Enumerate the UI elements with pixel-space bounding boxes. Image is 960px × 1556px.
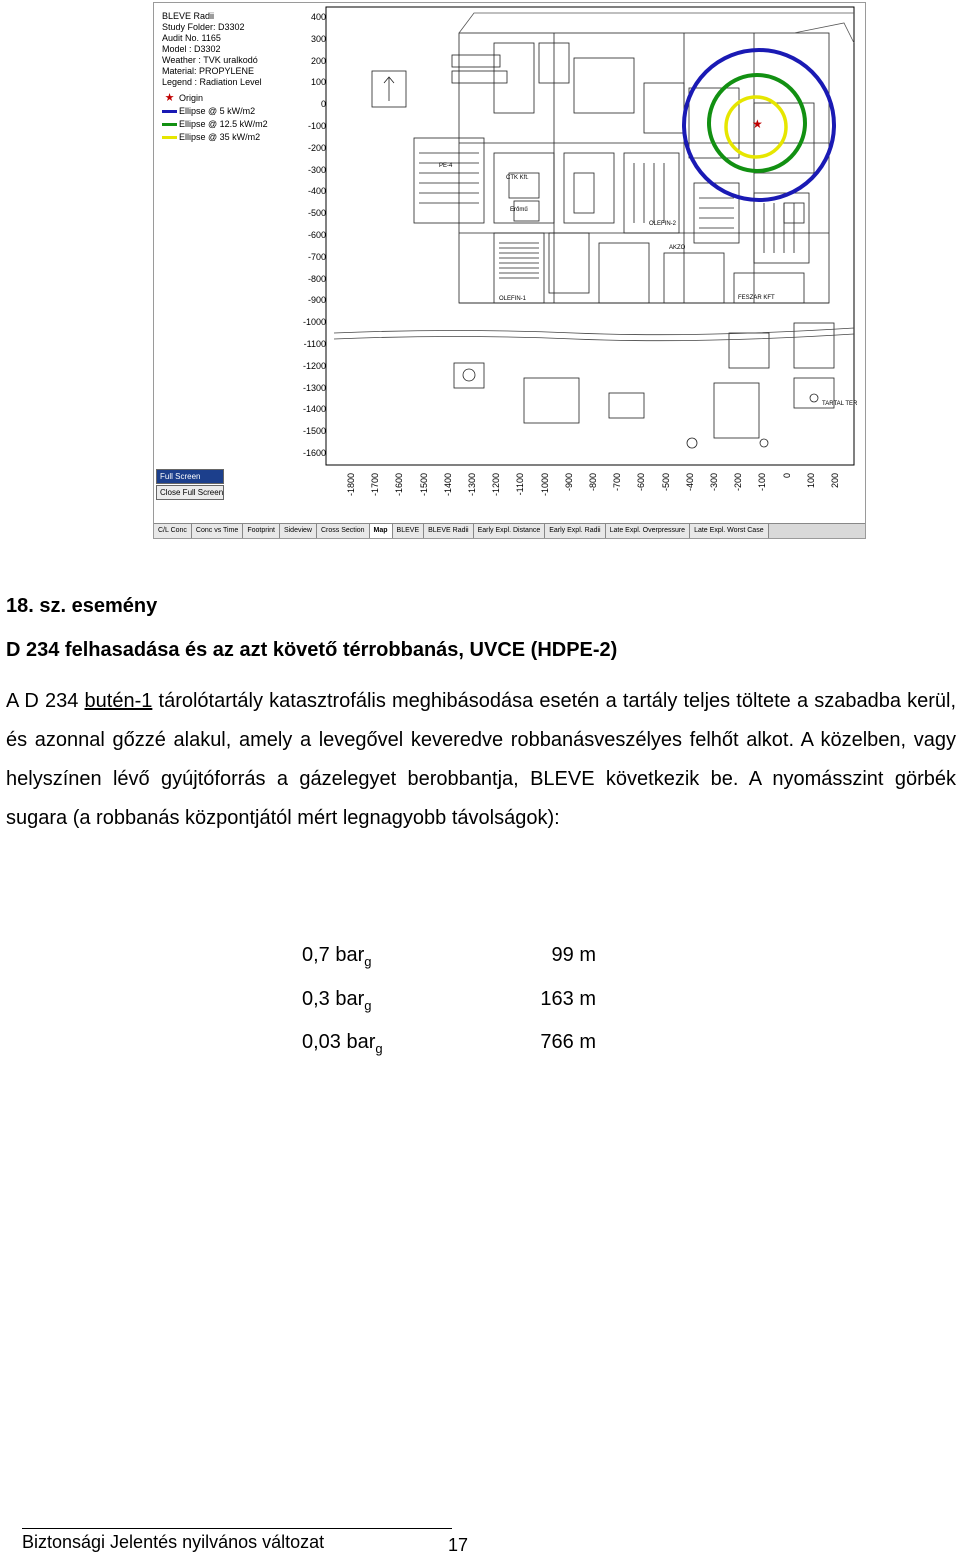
map-label: OLEFIN-2 [649, 221, 677, 227]
x-tick-label: -300 [709, 473, 719, 492]
legend-item-label: Ellipse @ 12.5 kW/m2 [179, 119, 268, 129]
legend-item-origin [162, 92, 286, 105]
legend-item-label: Origin [179, 93, 204, 103]
x-tick-label: -900 [563, 473, 574, 492]
x-tick-label: -600 [636, 473, 647, 492]
map-label: Erőmű [510, 207, 528, 213]
pressure-value: 0,3 bar$_g$ [302, 987, 372, 1013]
tab-late-expl-worst-case[interactable]: Late Expl. Worst Case [690, 524, 769, 538]
footer-rule [22, 1528, 452, 1529]
x-tick-label: -1800 [346, 473, 356, 497]
x-tick-label: -700 [612, 473, 623, 492]
tab-map[interactable]: Map [370, 524, 393, 538]
legend-item-label: Ellipse @ 35 kW/m2 [179, 132, 261, 142]
para-start: A D 234 [6, 690, 85, 712]
x-tick-label: 100 [805, 473, 816, 489]
y-tick-label: -800 [307, 273, 326, 284]
legend-line: Material: PROPYLENE [162, 66, 255, 76]
x-tick-label: -1500 [418, 473, 429, 497]
close-full-screen-button[interactable]: Close Full Screen [156, 485, 224, 500]
y-tick-label: -900 [307, 295, 326, 306]
blue-line-swatch [162, 110, 177, 113]
map-label: AKZO [669, 245, 686, 251]
pressure-row [302, 988, 602, 1032]
x-tick-label: 0 [781, 473, 792, 479]
tab-c-l-conc[interactable]: C/L Conc [154, 524, 192, 538]
full-screen-button[interactable]: Full Screen [156, 469, 224, 484]
map-legend [162, 11, 286, 144]
legend-line: Study Folder: D3302 [162, 22, 245, 32]
y-tick-label: -600 [307, 230, 326, 240]
tab-bleve-radii[interactable]: BLEVE Radii [424, 524, 473, 538]
y-tick-label: -500 [307, 208, 326, 219]
y-tick-label: -1200 [302, 360, 326, 371]
x-axis-labels [154, 473, 867, 523]
y-tick-label: -1100 [303, 339, 326, 349]
y-tick-label: 0 [320, 99, 326, 110]
y-tick-label: -1500 [302, 426, 326, 437]
tab-late-expl-overpressure[interactable]: Late Expl. Overpressure [606, 524, 690, 538]
pressure-value: 0,7 bar$_g$ [302, 944, 372, 969]
tab-bleve[interactable]: BLEVE [393, 524, 425, 538]
event-title-heading: D 234 felhasadása és az azt követő térrobbanás, UVCE (HDPE-2) [6, 639, 618, 661]
green-line-swatch [162, 123, 177, 126]
legend-item-35kw [162, 131, 286, 144]
full-screen-controls [156, 469, 224, 501]
distance-value: 766 m [540, 1031, 596, 1053]
underlined-substance: butén-1 [84, 690, 153, 712]
x-tick-label: -200 [733, 473, 744, 492]
tab-conc-vs-time[interactable]: Conc vs Time [192, 524, 243, 538]
x-tick-label: 200 [830, 473, 840, 489]
y-tick-label: -100 [307, 121, 326, 131]
legend-line: BLEVE Radii [162, 11, 215, 21]
distance-value: 99 m [551, 944, 596, 966]
map-label: CTK Kft. [506, 175, 529, 181]
y-tick-label: 400 [310, 12, 326, 22]
legend-item-label: Ellipse @ 5 kW/m2 [179, 106, 256, 116]
x-tick-label: -1100 [515, 473, 526, 496]
map-label: TARTAL TER [822, 401, 858, 407]
legend-item-12-5kw [162, 118, 286, 131]
tab-early-expl-radii[interactable]: Early Expl. Radii [545, 524, 605, 538]
map-label: PE-4 [439, 163, 453, 169]
x-tick-label: -100 [757, 473, 768, 492]
origin-star-icon: ★ [752, 117, 763, 131]
view-tabs [154, 523, 865, 538]
x-tick-label: -1700 [370, 473, 381, 497]
legend-line: Model : D3302 [162, 44, 221, 54]
pressure-row [302, 944, 602, 988]
page-number: 17 [448, 1535, 469, 1555]
distance-value: 163 m [540, 987, 596, 1010]
pressure-value: 0,03 bar$_g$ [302, 1031, 383, 1056]
y-tick-label: -1400 [302, 404, 326, 415]
footer-text: Biztonsági Jelentés nyilvános változat [22, 1532, 325, 1552]
map-screenshot [153, 2, 866, 539]
map-label: OLEFIN-1 [499, 296, 527, 302]
x-tick-label: -1300 [467, 473, 477, 497]
y-tick-label: -300 [307, 164, 326, 175]
legend-line: Legend : Radiation Level [162, 77, 262, 87]
y-tick-label: -1000 [302, 317, 326, 328]
tab-sideview[interactable]: Sideview [280, 524, 317, 538]
y-tick-label: -1600 [302, 448, 326, 458]
x-tick-label: -1000 [539, 473, 550, 497]
x-tick-label: -400 [684, 473, 695, 492]
y-tick-label: -200 [307, 142, 326, 153]
y-tick-label: -400 [307, 186, 326, 197]
map-label: FESZAR KFT [738, 295, 775, 301]
star-icon: ★ [164, 92, 175, 104]
event-number-heading: 18. sz. esemény [6, 595, 158, 617]
legend-line: Weather : TVK uralkodó [162, 55, 258, 65]
legend-line: Audit No. 1165 [162, 33, 221, 43]
x-tick-label: -1600 [394, 473, 405, 497]
tab-footprint[interactable]: Footprint [243, 524, 280, 538]
y-tick-label: -700 [307, 251, 326, 262]
pressure-row [302, 1031, 602, 1075]
para-rest: tárolótartály katasztrofális meghibásodása esetén a tartály teljes töltete a szabadba kerül, és azonnal gőzzé alakul, amely a levegővel keveredve robbanásveszélyes felhőt alkot. A közelben, vagy helyszínen lévő gyújtóforrás a gázelegyet berobbantja, BLEVE következik be. A nyomásszint görbék sugara (a robbanás központjától mért legnagyobb távolságok): [6, 690, 957, 829]
y-tick-label: 100 [310, 77, 326, 88]
legend-item-5kw [162, 105, 286, 118]
tab-early-expl-distance[interactable]: Early Expl. Distance [474, 524, 546, 538]
y-tick-label: 300 [310, 33, 326, 44]
x-tick-label: -1200 [491, 473, 502, 497]
tab-cross-section[interactable]: Cross Section [317, 524, 370, 538]
yellow-line-swatch [162, 136, 177, 139]
y-tick-label: 200 [310, 55, 326, 66]
pressure-distance-table [302, 944, 602, 1075]
event-description [6, 682, 956, 838]
x-tick-label: -800 [588, 473, 598, 492]
y-tick-label: -1300 [302, 382, 326, 393]
x-tick-label: -1400 [442, 473, 453, 497]
x-tick-label: -500 [660, 473, 671, 492]
